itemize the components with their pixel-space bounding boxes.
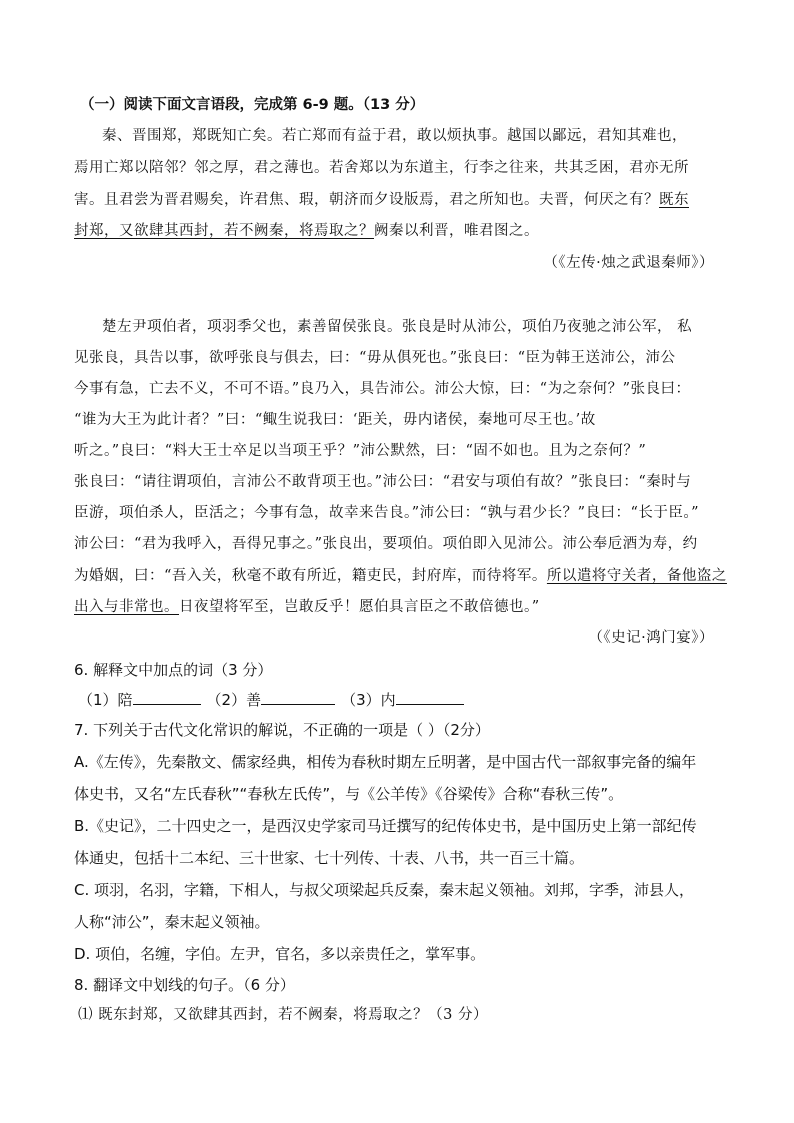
underlined-sentence-1b: 封郑，又欲肆其西封，若不阙秦，将焉取之？ [74, 223, 374, 239]
passage2-line2: 见张良，具告以事，欲呼张良与俱去，曰：“毋从俱死也。”张良曰：“臣为韩王送沛公，沛公 [74, 350, 676, 366]
passage2-line7: 臣游，项伯杀人，臣活之；今事有急，故幸来告良。”沛公曰：“孰与君少长？”良曰：“长于臣。” [74, 505, 700, 521]
passage2-line9: 为婚姻，曰：“吾入关，秋毫不敢有所近，籍吏民，封府库，而待将军。所以遣将守关者，备他盗之 [74, 568, 727, 584]
passage2-line3: 今事有急，亡去不义，不可不语。”良乃入，具告沛公。沛公大惊，曰：“为之奈何？”张良曰： [74, 381, 691, 397]
q7-option-b-line1[interactable]: B.《史记》，二十四史之一，是西汉史学家司马迁撰写的纪传体史书，是中国历史上第一部纪传 [74, 817, 697, 835]
passage2-line4: “谁为大王为此计者？”曰：“鲰生说我曰：‘距关，毋内诸侯，秦地可尽王也。’故 [74, 412, 596, 428]
q7-option-d[interactable]: D. 项伯，名缠，字伯。左尹，官名，多以亲贵任之，掌军事。 [74, 945, 486, 963]
passage1-line3: 害。且君尝为晋君赐矣，许君焦、瑕，朝济而夕设版焉，君之所知也。夫晋，何厌之有？既东 [74, 192, 689, 208]
underlined-sentence-1a: 既东 [659, 192, 689, 208]
q7-option-c-line2: 人称“沛公”，秦末起义领袖。 [74, 913, 270, 931]
underlined-sentence-2a: 所以遣将守关者，备他盗之 [546, 568, 727, 584]
passage2-line5: 听之。”良曰：“料大王士卒足以当项王乎？”沛公默然，曰：“固不如也。且为之奈何？” [74, 443, 647, 459]
q7-option-a-line2: 体史书，又名“左氏春秋”“春秋左氏传”，与《公羊传》《谷梁传》合称“春秋三传”。 [74, 785, 624, 803]
q7-option-c-line1[interactable]: C. 项羽，名羽，字籍，下相人，与叔父项梁起兵反秦，秦末起义领袖。刘邦，字季，沛县人， [74, 881, 695, 899]
q7-option-a-line1[interactable]: A.《左传》，先秦散文、儒家经典，相传为春秋时期左丘明著，是中国古代一部叙事完备的编年 [74, 753, 697, 771]
q7-stem: 7. 下列关于古代文化常识的解说，不正确的一项是（ ）（2分） [74, 721, 490, 739]
underlined-sentence-2b: 出入与非常也。 [74, 599, 179, 615]
passage1-line4: 封郑，又欲肆其西封，若不阙秦，将焉取之？阙秦以利晋，唯君图之。 [74, 223, 539, 239]
q6-blank-1[interactable] [133, 690, 201, 705]
passage2-line1: 楚左尹项伯者，项羽季父也，素善留侯张良。张良是时从沛公，项伯乃夜驰之沛公军， 私 [102, 319, 693, 335]
passage1-source: （《左传·烛之武退秦师》） [543, 255, 714, 271]
q8-stem: 8. 翻译文中划线的句子。（6 分） [74, 976, 295, 994]
q6-stem: 6. 解释文中加点的词（3 分） [74, 661, 273, 679]
passage2-line8: 沛公曰：“君为我呼入，吾得兄事之。”张良出，要项伯。项伯即入见沛公。沛公奉卮酒为寿，约 [74, 536, 698, 552]
section-heading: （一）阅读下面文言语段，完成第 6-9 题。（13 分） [80, 97, 425, 113]
q7-option-b-line2: 体通史，包括十二本纪、三十世家、七十列传、十表、八书，共一百三十篇。 [74, 849, 585, 867]
passage1-line1: 秦、晋围郑，郑既知亡矣。若亡郑而有益于君，敢以烦执事。越国以鄙远，君知其难也， [102, 128, 687, 144]
q6-blanks: （1）陪 （2）善 （3）内 [78, 689, 738, 711]
q8-sentence-1: ⑴ 既东封郑，又欲肆其西封，若不阙秦，将焉取之？（3 分） [78, 1007, 488, 1023]
q6-blank-2[interactable] [261, 690, 335, 705]
passage1-line2: 焉用亡郑以陪邻？邻之厚，君之薄也。若舍郑以为东道主，行李之往来，共其乏困，君亦无所 [74, 160, 689, 176]
passage2-source: （《史记·鸿门宴》） [588, 630, 714, 646]
passage2-line6: 张良曰：“请往谓项伯，言沛公不敢背项王也。”沛公曰：“君安与项伯有故？”张良曰：“秦时与 [74, 474, 692, 490]
passage2-line10: 出入与非常也。日夜望将军至，岂敢反乎！愿伯具言臣之不敢倍德也。” [74, 599, 540, 615]
q6-blank-3[interactable] [396, 690, 464, 705]
